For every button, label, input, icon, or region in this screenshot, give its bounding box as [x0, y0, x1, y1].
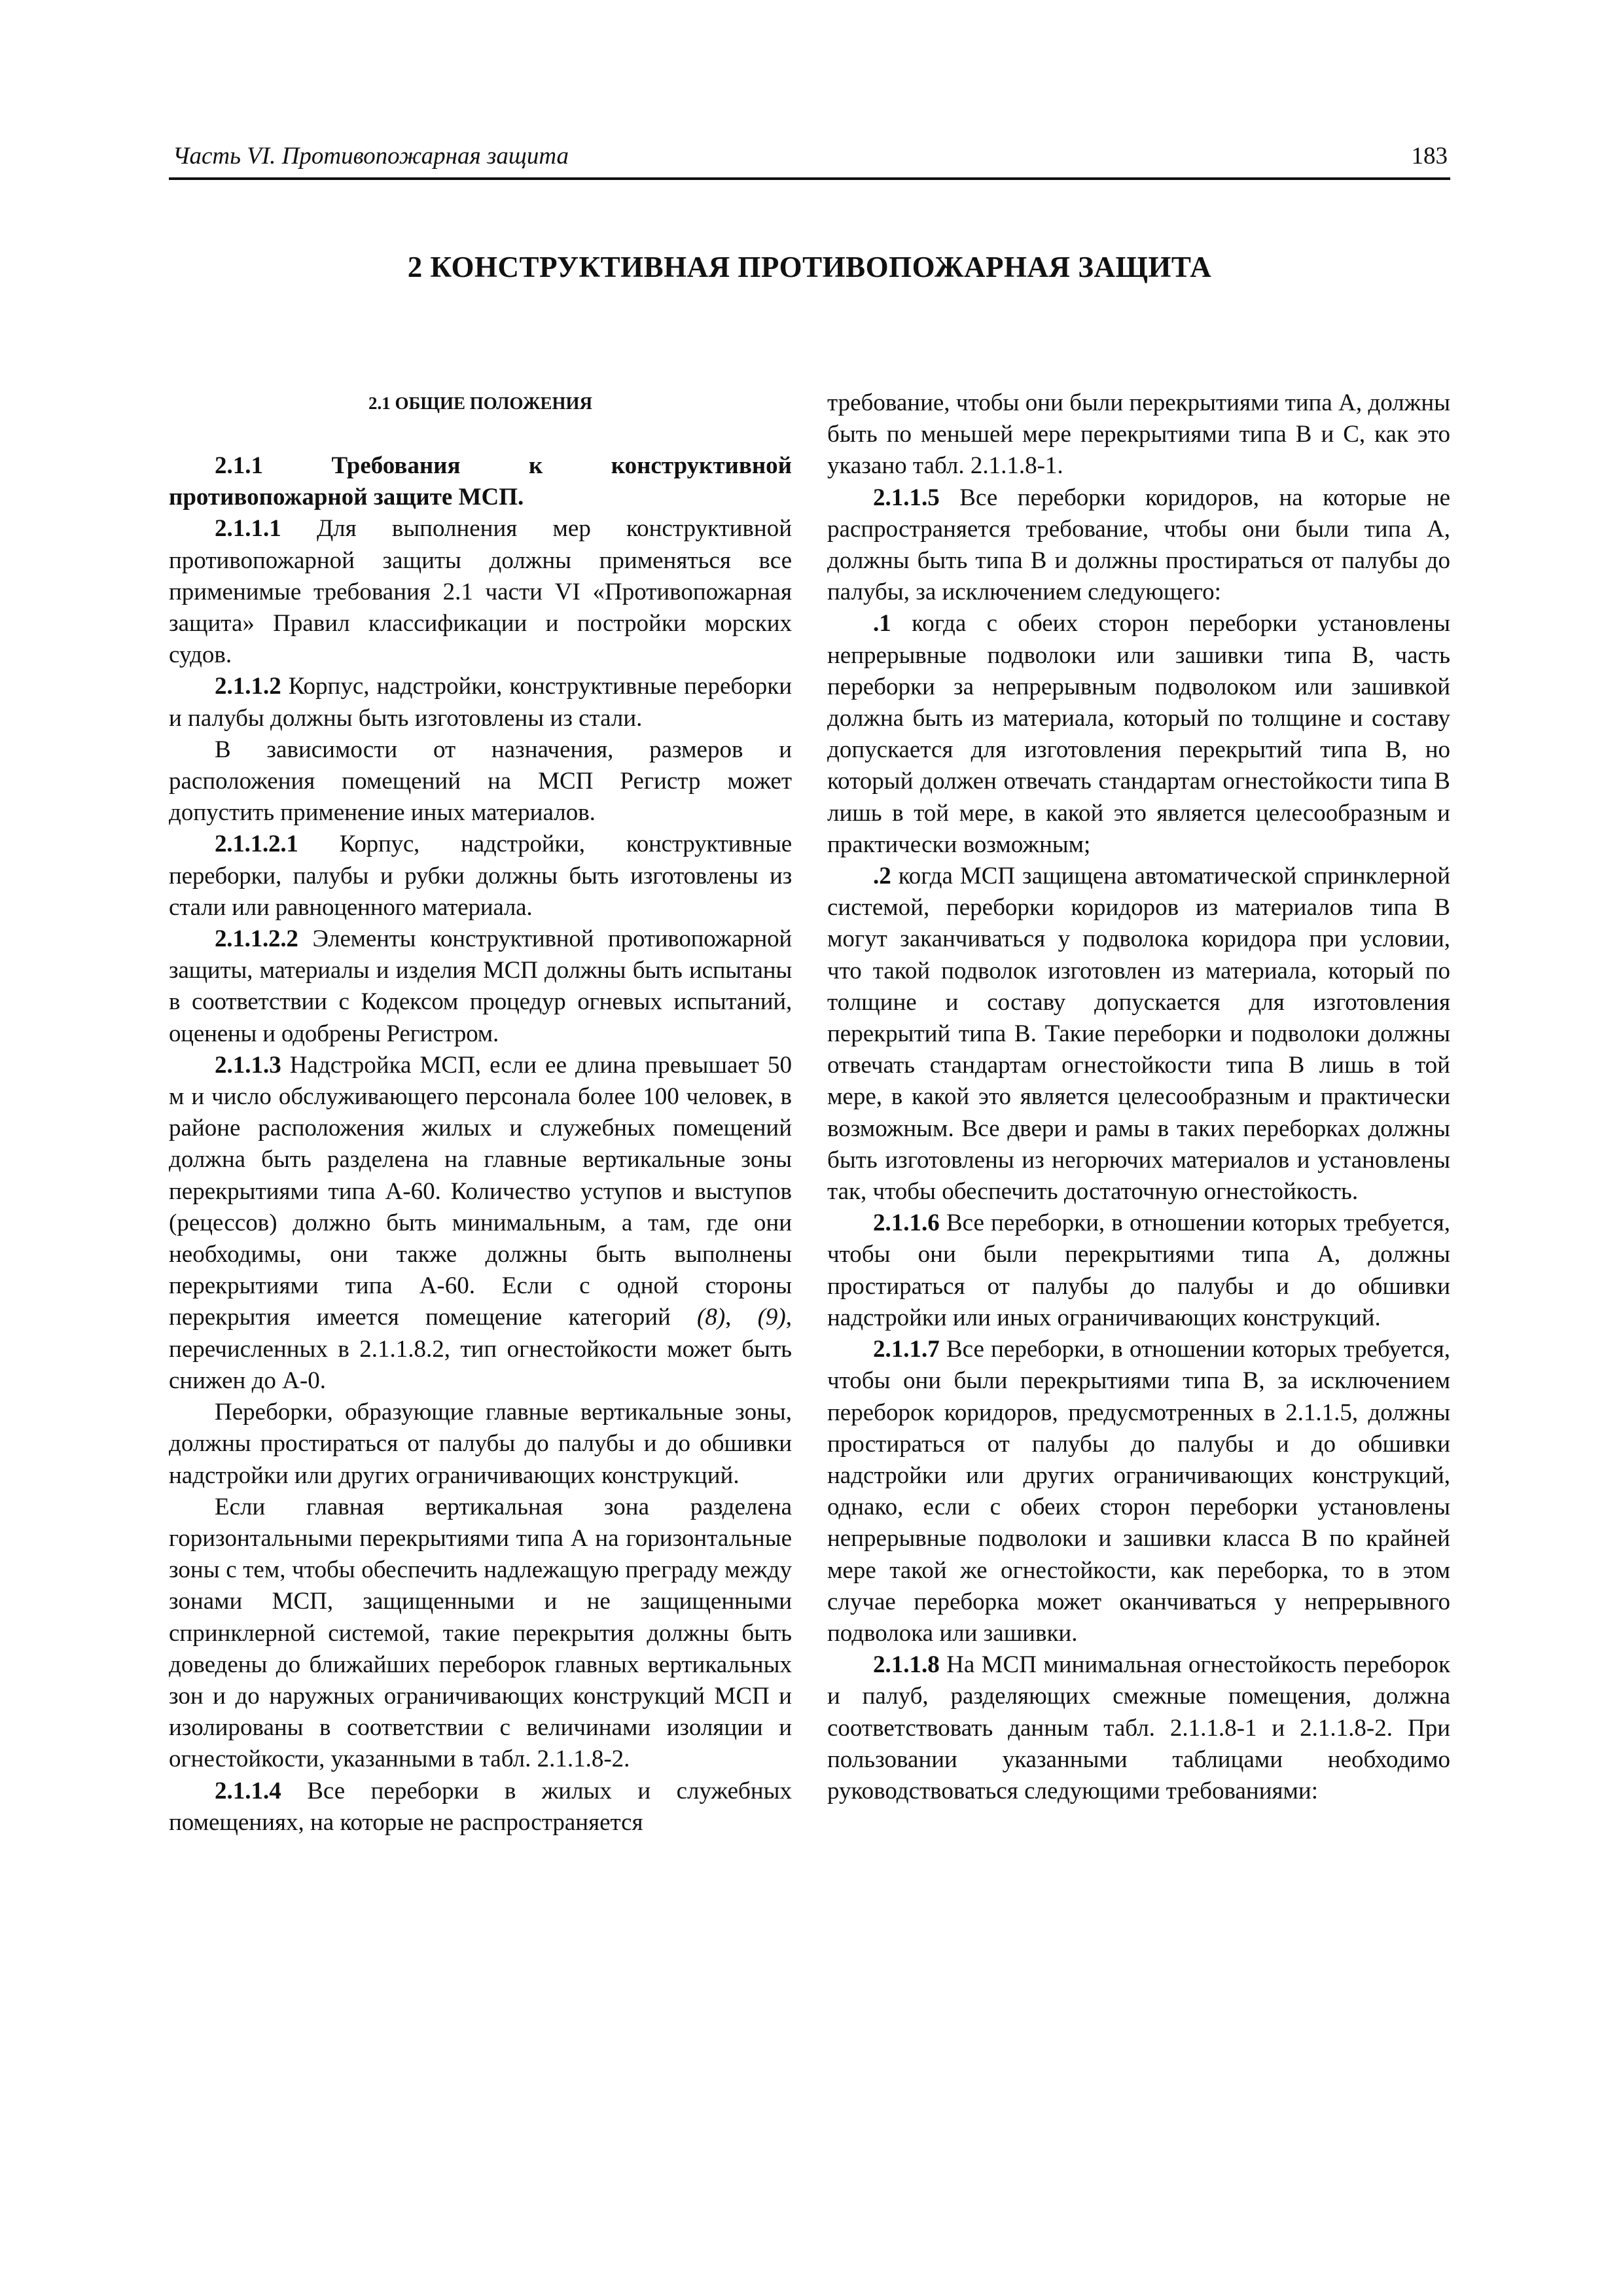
- paragraph-2-1-1-2-2: [169, 924, 792, 1050]
- item-number: .2: [873, 863, 891, 890]
- paragraph-2-1-1-1: [169, 513, 792, 671]
- subparagraphs-small: [169, 829, 792, 1049]
- paragraph-number: 2.1.1.7: [873, 1336, 940, 1363]
- paragraph-2-1-1-7: [827, 1334, 1450, 1649]
- item-text: когда МСП защищена автоматической спринклерной системой, переборки коридоров из материалов типа В могут заканчиваться у подволока коридора при условии, что такой подволок изготовлен из материала, который по толщине и составу допускается для изготовления перекрытий типа В. Такие переборки и подволоки должны отвечать стандартам огнестойкости типа В лишь в той мере, в какой это является целесообразным и практически возможным. Все двери и рамы в таких переборках должны быть изготовлены из негорючих материалов и установлены так, чтобы обеспечить достаточную огнестойкость.: [827, 863, 1451, 1206]
- category-reference: (9): [757, 1304, 786, 1331]
- category-reference: (8): [697, 1304, 726, 1331]
- paragraph-2-1-1-6: [827, 1208, 1450, 1334]
- running-header: [169, 141, 1450, 180]
- paragraph-text: Корпус, надстройки, конструктивные переборки и палубы должны быть изготовлены из стали.: [169, 673, 792, 732]
- paragraph-number: 2.1.1.5: [873, 484, 940, 511]
- paragraph-2-1-1-5: [827, 482, 1450, 609]
- paragraph-number: 2.1.1.2.1: [215, 831, 298, 858]
- paragraph-2-1-1-3-d: Если главная вертикальная зона разделена горизонтальными перекрытиями типа А на горизонтальные зоны с тем, чтобы обеспечить надлежащую преграду между зонами МСП, защищенными и не защищенными спринклерной системой, такие перекрытия должны быть доведены до ближайших переборок главных вертикальных зон и до наружных ограничивающих конструкций МСП и изолированы в соответствии с величинами изоляции и огнестойкости, указанными в табл. 2.1.1.8-2.: [169, 1493, 792, 1773]
- paragraph-2-1-1-4: [169, 1776, 792, 1839]
- paragraph-number: 2.1.1.1: [215, 515, 281, 543]
- paragraph-number: 2.1.1.6: [873, 1210, 940, 1237]
- list-item-1: [827, 608, 1450, 861]
- paragraph-number: 2.1.1.2: [215, 673, 281, 700]
- paragraph-text: Корпус, надстройки, конструктивные переборки, палубы и рубки должны быть изготовлены из стали или равноценного материала.: [169, 831, 792, 921]
- paragraph-2-1-1-2-b: В зависимости от назначения, размеров и расположения помещений на МСП Регистр может допустить применение иных материалов.: [169, 736, 792, 827]
- chapter-title: 2 КОНСТРУКТИВНАЯ ПРОТИВОПОЖАРНАЯ ЗАЩИТА: [407, 251, 1212, 283]
- paragraph-number: 2.1.1.4: [215, 1777, 281, 1804]
- paragraph-number: 2.1.1.3: [215, 1051, 281, 1079]
- separator: ,: [725, 1304, 758, 1331]
- paragraph-text: Все переборки коридоров, на которые не распространяется требование, чтобы они были типа А, должны быть типа В и должны простираться от палубы до палубы, за исключением следующего:: [827, 484, 1451, 606]
- paragraph-heading: Требования к конструктивной противопожарной защите МСП.: [169, 452, 792, 511]
- paragraph-text: Элементы конструктивной противопожарной защиты, материалы и изделия МСП должны быть испытаны в соответствии с Кодексом процедур огневых испытаний, оценены и одобрены Регистром.: [169, 925, 792, 1047]
- paragraph-text: Все переборки в жилых и служебных помещениях, на которые не распространяется: [169, 1777, 792, 1836]
- paragraph-number: 2.1.1.2.2: [215, 925, 298, 953]
- running-title: Часть VI. Противопожарная защита: [173, 143, 569, 170]
- section-title: 2.1 ОБЩИЕ ПОЛОЖЕНИЯ: [368, 393, 593, 413]
- item-number: .1: [873, 610, 891, 637]
- paragraph-2-1-1-4-continued: требование, чтобы они были перекрытиями типа А, должны быть по меньшей мере перекрытиями типа В и С, как это указано табл. 2.1.1.8-1.: [827, 389, 1450, 480]
- paragraph-2-1-1-2-1: [169, 829, 792, 924]
- paragraph-number: 2.1.1: [215, 452, 263, 479]
- paragraph-2-1-1-2: [169, 671, 792, 734]
- paragraph-text: Все переборки, в отношении которых требуется, чтобы они были перекрытиями типа В, за исключением переборок коридоров, предусмотренных в 2.1.1.5, должны простираться от палубы до палубы и до обшивки надстройки или других ограничивающих конструкций, однако, если с обеих сторон переборки установлены непрерывные подволоки и зашивки класса В по крайней мере такой же огнестойкости, как переборка, то в этом случае переборка может оканчиваться у непрерывного подволока или зашивки.: [827, 1336, 1451, 1647]
- left-column: [169, 387, 792, 1839]
- paragraph-2-1-1: [169, 450, 792, 513]
- paragraph-text: Все переборки, в отношении которых требуется, чтобы они были перекрытиями типа А, должны простираться от палубы до палубы и до обшивки надстройки или иных ограничивающих конструкций.: [827, 1210, 1451, 1331]
- paragraph-2-1-1-3-c: Переборки, образующие главные вертикальные зоны, должны простираться от палубы до палубы и до обшивки надстройки или других ограничивающих конструкций.: [169, 1399, 792, 1489]
- paragraph-text: , перечисленных в 2.1.1.8.2, тип огнестойкости может быть снижен до А-0.: [169, 1304, 793, 1394]
- paragraph-2-1-1-8: [827, 1649, 1450, 1807]
- paragraph-2-1-1-3: [169, 1050, 792, 1397]
- paragraph-text: На МСП минимальная огнестойкость переборок и палуб, разделяющих смежные помещения, должна соответствовать данным табл. 2.1.1.8-1 и 2.1.1.8-2. При пользовании указанными таблицами необходимо руководствоваться следующими требованиями:: [827, 1651, 1451, 1804]
- list-item-2: [827, 861, 1450, 1208]
- paragraph-number: 2.1.1.8: [873, 1651, 940, 1679]
- paragraph-text: Для выполнения мер конструктивной противопожарной защиты должны применяться все применимые требования 2.1 части VI «Противопожарная защита» Правил классификации и постройки морских судов.: [169, 515, 792, 669]
- item-text: когда с обеих сторон переборки установлены непрерывные подволоки или зашивки типа В, часть переборки за непрерывным подволоком или зашивкой должна быть из материала, который по толщине и составу допускается для изготовления перекрытий типа В, но который должен отвечать стандартам огнестойкости типа В лишь в той мере, в какой это является целесообразным и практически возможным;: [827, 610, 1451, 858]
- right-column: [827, 387, 1450, 1807]
- paragraph-text: Надстройка МСП, если ее длина превышает 50 м и число обслуживающего персонала более 100 человек, в районе расположения жилых и служебных помещений должна быть разделена на главные вертикальные зоны перекрытиями типа А-60. Количество уступов и выступов (рецессов) должно быть минимальным, а там, где они необходимы, они также должны быть выполнены перекрытиями типа А-60. Если с одной стороны перекрытия имеется помещение категорий: [169, 1051, 792, 1331]
- page-number: 183: [1411, 143, 1448, 170]
